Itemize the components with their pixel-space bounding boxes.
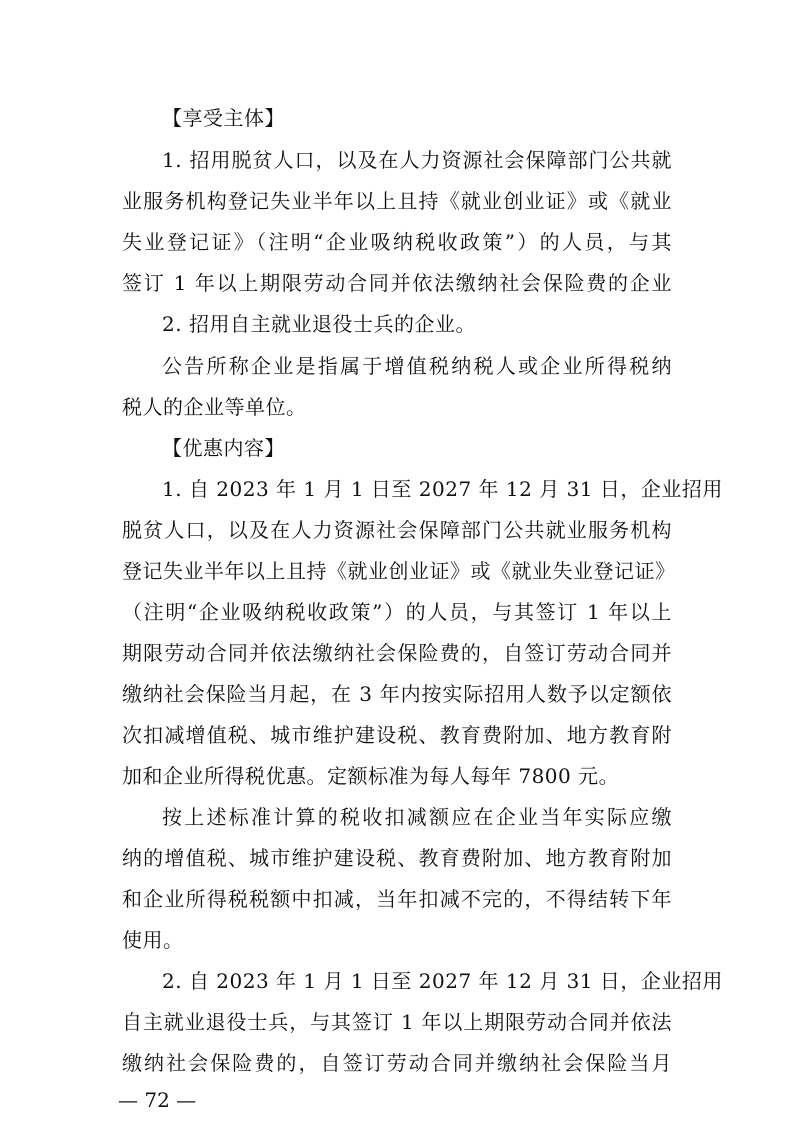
paragraph-line: 失业登记证》（注明“企业吸纳税收政策”）的人员，与其 <box>122 230 672 254</box>
paragraph-line: （注明“企业吸纳税收政策”）的人员，与其签订 1 年以上 <box>122 600 672 624</box>
paragraph-line: 登记失业半年以上且持《就业创业证》或《就业失业登记证》 <box>122 559 676 583</box>
paragraph-line: 1. 自 2023 年 1 月 1 日至 2027 年 12 月 31 日，企业招用 <box>162 477 723 501</box>
paragraph-line: 按上述标准计算的税收扣减额应在企业当年实际应缴 <box>162 805 672 829</box>
paragraph-line: 期限劳动合同并依法缴纳社会保险费的，自签订劳动合同并 <box>122 641 672 665</box>
paragraph-line: 业服务机构登记失业半年以上且持《就业创业证》或《就业 <box>122 189 672 213</box>
paragraph-line: 2. 招用自主就业退役士兵的企业。 <box>162 312 476 336</box>
paragraph-line: 纳的增值税、城市维护建设税、教育费附加、地方教育附加 <box>122 846 672 870</box>
paragraph-line: 公告所称企业是指属于增值税纳税人或企业所得税纳 <box>162 354 672 378</box>
heading-eligible-entities: 【享受主体】 <box>162 106 285 130</box>
paragraph-line: 1. 招用脱贫人口，以及在人力资源社会保障部门公共就 <box>162 148 672 172</box>
heading-preferential-content: 【优惠内容】 <box>162 436 285 460</box>
page-number: — 72 — <box>118 1088 197 1112</box>
paragraph-line: 缴纳社会保险费的，自签订劳动合同并缴纳社会保险当月 <box>122 1051 672 1075</box>
paragraph-line: 使用。 <box>122 928 184 952</box>
paragraph-line: 签订 1 年以上期限劳动合同并依法缴纳社会保险费的企业 <box>122 271 672 295</box>
paragraph-line: 和企业所得税税额中扣减，当年扣减不完的，不得结转下年 <box>122 887 672 911</box>
paragraph-line: 次扣减增值税、城市维护建设税、教育费附加、地方教育附 <box>122 723 672 747</box>
paragraph-line: 2. 自 2023 年 1 月 1 日至 2027 年 12 月 31 日，企业招用 <box>162 969 723 993</box>
paragraph-line: 脱贫人口，以及在人力资源社会保障部门公共就业服务机构 <box>122 518 672 542</box>
paragraph-line: 缴纳社会保险当月起，在 3 年内按实际招用人数予以定额依 <box>122 682 672 706</box>
paragraph-line: 加和企业所得税优惠。定额标准为每人每年 7800 元。 <box>122 764 620 788</box>
paragraph-line: 自主就业退役士兵，与其签订 1 年以上期限劳动合同并依法 <box>122 1010 672 1034</box>
paragraph-line: 税人的企业等单位。 <box>122 395 307 419</box>
